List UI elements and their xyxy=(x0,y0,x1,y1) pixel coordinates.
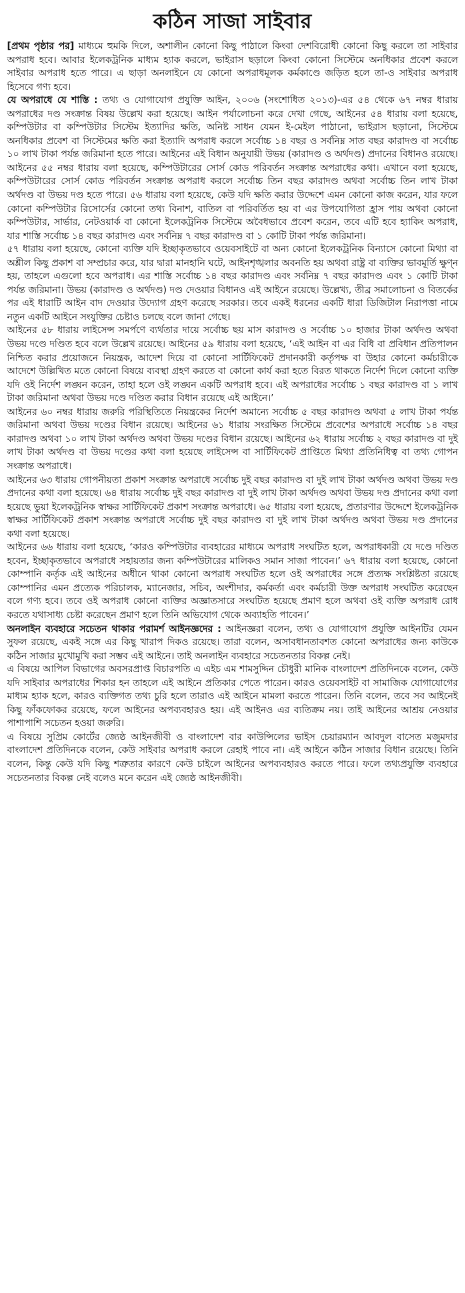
article-body xyxy=(7,40,458,785)
paragraph-text: আইনের ৬৬ ধারায় বলা হয়েছে, ‘কারও কম্পিউটার ব্যবহারের মাধ্যমে অপরাধ সংঘটিত হলে, অপরাধকারী যে দণ্ডে দণ্ডিত হবেন, ইচ্ছাকৃতভাবে অপরাধে সহায়তার জন্য কম্পিউটারের মালিকও সমান সাজা পাবেন।’ ৬৭ ধারায় বলা হয়েছে, কোনো কোম্পানি কর্তৃক এই আইনের অধীনে থাকা কোনো অপরাধ সংঘটিত হলে ওই অপরাধের সঙ্গে প্রত্যক্ষ সংশ্লিষ্টতা রয়েছে কোম্পানির এমন প্রত্যেক পরিচালক, ম্যানেজার, সচিব, অংশীদার, কর্মকর্তা এবং কর্মচারী উক্ত অপরাধ সংঘটিত করেছেন বলে গণ্য হবে। তবে ওই অপরাধ কোনো ব্যক্তির অজ্ঞাতসারে সংঘটিত হয়েছে প্রমাণ হলে অথবা ওই ব্যক্তি অপরাধ রোধ করতে যথাসাধ্য চেষ্টা করেছেন প্রমাণ হলে তিনি অভিযোগ থেকে অব্যাহতি পাবেন।’ xyxy=(7,542,458,621)
paragraph-text: আইনজ্ঞরা বলেন, তথ্য ও যোগাযোগ প্রযুক্তি আইনটির যেমন সুফল রয়েছে, একই সঙ্গে এর কিছু খারাপ দিকও রয়েছে। তারা বলেন, অসাবধানতাবশত কোনো অপরাধের জন্য কাউকে কঠিন সাজার মুখোমুখি করা সম্ভব এই আইনে। তাই অনলাইন ব্যবহারে সচেতনতার বিকল্প নেই। xyxy=(7,623,458,662)
article-paragraph xyxy=(7,406,458,474)
article-paragraph xyxy=(7,40,458,94)
paragraph-text: এ বিষয়ে সুপ্রিম কোর্টের জ্যেষ্ঠ আইনজীবী ও বাংলাদেশ বার কাউন্সিলের ভাইস চেয়ারম্যান আবদুল বাসেত মজুমদার বাংলাদেশ প্রতিদিনকে বলেন, কেউ সাইবার অপরাধ করলে রেহাই পাবে না। এই আইনে কঠিন সাজার বিধান রয়েছে। তিনি বলেন, কিন্তু কেউ যদি কিছু শত্রুতার কারণে কেউ চাইলে আইনের অপব্যবহারও করতে পারে। ফলে তথ্যপ্রযুক্তি ব্যবহারে সচেতনতার বিকল্প নেই বলেও মনে করেন এই জ্যেষ্ঠ আইনজীবী। xyxy=(7,731,458,784)
paragraph-text: আইনের ৫৮ ধারায় লাইসেন্স সমর্পণে ব্যর্থতার দায়ে সর্বোচ্চ ছয় মাস কারাদণ্ড ও সর্বোচ্চ ১০ হাজার টাকা অর্থদণ্ড অথবা উভয় দণ্ডে দণ্ডিত হবে বলে উল্লেখ রয়েছে। আইনের ৫৯ ধারায় বলা হয়েছে, ‘এই আইন বা এর বিধি বা প্রবিধান প্রতিপালন নিশ্চিত করার প্রয়োজনে নিয়ন্ত্রক, আদেশ দিয়ে বা কোনো সার্টিফিকেট প্রদানকারী কর্তৃপক্ষ বা উহার কোনো কর্মচারীকে আদেশে উল্লিখিত মতে কোনো বিষয়ে ব্যবস্থা গ্রহণ করতে বা কোনো কার্য করা হতে বিরত থাকতে নির্দেশ দিলে কোনো ব্যক্তি যদি ওই নির্দেশ লঙ্ঘন করেন, তাহা হলে ওই লঙ্ঘন একটি অপরাধ হবে। এই অপরাধের সর্বোচ্চ ১ বছর কারাদণ্ড বা ১ লাখ টাকা জরিমানা অথবা উভয় দণ্ডে দণ্ডিত করার বিধান রয়েছে এই আইনে।’ xyxy=(7,325,458,405)
paragraph-lead: [প্রথম পৃষ্ঠার পর] xyxy=(7,41,75,52)
article-paragraph xyxy=(7,94,458,243)
paragraph-text: তথ্য ও যোগাযোগ প্রযুক্তি আইন, ২০০৬ (সংশোধিত ২০১৩)-এর ৫৪ থেকে ৬৭ নম্বর ধারায় অপরাধের দণ্ড সংক্রান্ত বিষয় উল্লেখ করা হয়েছে। আইন পর্যালোচনা করে দেখা গেছে, আইনের ৫৪ ধারায় বলা হয়েছে, কম্পিউটার বা কম্পিউটার সিস্টেম ইত্যাদির ক্ষতি, অনিষ্ট সাধন যেমন ই-মেইল পাঠানো, ভাইরাস ছড়ানো, সিস্টেমে অনধিকার প্রবেশ বা সিস্টেমের ক্ষতি করা ইত্যাদি অপরাধ করলে সর্বোচ্চ ১৪ বছর ও সর্বনিম্ন সাত বছর কারাদণ্ড বা সর্বোচ্চ ১০ লাখ টাকা পর্যন্ত জরিমানা হতে পারে। আইনের এই বিধান অনুযায়ী উভয় (কারাদণ্ড ও অর্থদণ্ড) প্রদানের বিধানও রয়েছে। আইনের ৫৫ নম্বর ধারায় বলা হয়েছে, কম্পিউটারের সোর্স কোড পরিবর্তন সংক্রান্ত অপরাধের কথা। এখানে বলা হয়েছে, কম্পিউটারের সোর্স কোড পরিবর্তন সংক্রান্ত অপরাধ করলে সর্বোচ্চ তিন বছর কারাদণ্ড অথবা সর্বোচ্চ তিন লাখ টাকা অর্থদণ্ড বা উভয় দণ্ড হতে পারে। ৫৬ ধারায় বলা হয়েছে, কেউ যদি ক্ষতি করার উদ্দেশে এমন কোনো কাজ করেন, যার ফলে কোনো কম্পিউটার রিসোর্সের কোনো তথ্য বিনাশ, বাতিল বা পরিবর্তিত হয় বা এর উপযোগিতা হ্রাস পায় অথবা কোনো কম্পিউটার, সার্ভার, নেটওয়ার্ক বা কোনো ইলেকট্রনিক সিস্টেমে অবৈধভাবে প্রবেশ করেন, তবে এটি হবে হ্যাকিং অপরাধ, যার শাস্তি সর্বোচ্চ ১৪ বছর কারাদণ্ড এবং সর্বনিম্ন ৭ বছর কারাদণ্ড বা ১ কোটি টাকা পর্যন্ত জরিমানা। xyxy=(7,95,458,242)
article-paragraph xyxy=(7,324,458,405)
article-paragraph xyxy=(7,663,458,731)
article-paragraph xyxy=(7,623,458,664)
article-headline: কঠিন সাজা সাইবার xyxy=(153,9,312,33)
paragraph-text: মাধ্যমে হুমকি দিলে, অশালীন কোনো কিছু পাঠালে কিংবা দেশবিরোধী কোনো কিছু করলে তা সাইবার অপরাধ হবে। আবার ইলেকট্রনিক মাধ্যম হ্যাক করলে, ভাইরাস ছড়ালে কিংবা কোনো সিস্টেমে অনধিকার প্রবেশ করলে সাইবার অপরাধ হতে পারে। এ ছাড়া অনলাইনে যে কোনো অপরাধমূলক কর্মকাণ্ডে জড়িত হলে তা-ও সাইবার অপরাধ হিসেবে গণ্য হবে। xyxy=(7,41,459,93)
article-paragraph xyxy=(7,474,458,542)
article-paragraph xyxy=(7,731,458,785)
paragraph-lead: যে অপরাধে যে শাস্তি : xyxy=(7,95,98,107)
article-paragraph xyxy=(7,541,458,622)
paragraph-text: আইনের ৬৩ ধারায় গোপনীয়তা প্রকাশ সংক্রান্ত অপরাধে সর্বোচ্চ দুই বছর কারাদণ্ড বা দুই লাখ টাকা অর্থদণ্ড অথবা উভয় দণ্ড প্রদানের কথা বলা হয়েছে। ৬৪ ধারায় সর্বোচ্চ দুই বছর কারাদণ্ড বা দুই লাখ টাকা অর্থদণ্ড অথবা উভয় দণ্ড প্রদানের কথা বলা হয়েছে ভুয়া ইলেকট্রনিক স্বাক্ষর সার্টিফিকেট প্রকাশ সংক্রান্ত অপরাধে। ৬৫ ধারায় বলা হয়েছে, প্রতারণার উদ্দেশে ইলেকট্রনিক স্বাক্ষর সার্টিফিকেট প্রকাশ সংক্রান্ত অপরাধে সর্বোচ্চ দুই বছর কারাদণ্ড বা দুই লাখ টাকা অর্থদণ্ড অথবা উভয় দণ্ড প্রদানের কথা বলা হয়েছে। xyxy=(7,474,458,540)
paragraph-text: এ বিষয়ে আপিল বিভাগের অবসরপ্রাপ্ত বিচারপতি এ এইচ এম শামসুদ্দিন চৌধুরী মানিক বাংলাদেশ প্রতিদিনকে বলেন, কেউ যদি সাইবার অপরাধের শিকার হন তাহলে এই আইনে প্রতিকার পেতে পারেন। কারও ওয়েবসাইট বা সামাজিক যোগাযোগের মাধ্যম হ্যাক হলে, কারও ব্যক্তিগত তথ্য চুরি হলে তারাও এই আইনে মামলা করতে পারেন। তিনি বলেন, তবে সব আইনেই কিছু ফাঁকফোকর রয়েছে, ফলে আইনের অপব্যবহারও হয়। এই আইনও এর ব্যতিক্রম নয়। তাই আইনের আশ্রয় নেওয়ার পাশাপাশি সচেতন হওয়া জরুরি। xyxy=(7,664,458,730)
paragraph-text: ৫৭ ধারায় বলা হয়েছে, কোনো ব্যক্তি যদি ইচ্ছাকৃতভাবে ওয়েবসাইটে বা অন্য কোনো ইলেকট্রনিক বিন্যাসে কোনো মিথ্যা বা অশ্লীল কিছু প্রকাশ বা সম্প্রচার করে, যার দ্বারা মানহানি ঘটে, আইনশৃঙ্খলার অবনতি হয় অথবা রাষ্ট্র বা ব্যক্তির ভাবমূর্তি ক্ষুণ্ন হয়, তাহলে এগুলো হবে অপরাধ। এর শাস্তি সর্বোচ্চ ১৪ বছর কারাদণ্ড এবং সর্বনিম্ন ৭ বছর কারাদণ্ড এবং ১ কোটি টাকা পর্যন্ত জরিমানা। উভয় (কারাদণ্ড ও অর্থদণ্ড) দণ্ড দেওয়ার বিধানও এই আইনে রয়েছে। উল্লেখ্য, তীব্র সমালোচনা ও বিতর্কের পর এই ধারাটি আইন বাদ দেওয়ার উদ্যোগ গ্রহণ করেছে সরকার। তবে একই ধরনের একটি ধারা ডিজিটাল নিরাপত্তা নামে নতুন একটি আইনে সংযুক্তির চেষ্টাও চলছে বলে জানা গেছে। xyxy=(7,244,458,323)
paragraph-text: আইনের ৬০ নম্বর ধারায় জরুরি পরিস্থিতিতে নিয়ন্ত্রকের নির্দেশ অমান্যে সর্বোচ্চ ৫ বছর কারাদণ্ড অথবা ৫ লাখ টাকা পর্যন্ত জরিমানা অথবা উভয় দণ্ডের বিধান রয়েছে। আইনের ৬১ ধারায় সংরক্ষিত সিস্টেমে প্রবেশের অপরাধে সর্বোচ্চ ১৪ বছর কারাদণ্ড অথবা ১০ লাখ টাকা অর্থদণ্ড অথবা উভয় দণ্ডের বিধান রয়েছে। আইনের ৬২ ধারায় সর্বোচ্চ ২ বছর কারাদণ্ড বা দুই লাখ টাকা অর্থদণ্ড বা উভয় দণ্ডের কথা বলা হয়েছে লাইসেন্স বা সার্টিফিকেট প্রাপ্তিতে মিথ্যা প্রতিনিধিত্ব বা তথ্য গোপন সংক্রান্ত অপরাধে। xyxy=(7,406,458,472)
article-paragraph xyxy=(7,243,458,324)
paragraph-lead: অনলাইন ব্যবহারে সচেতন থাকার পরামর্শ আইনজ্ঞদের : xyxy=(7,623,222,635)
